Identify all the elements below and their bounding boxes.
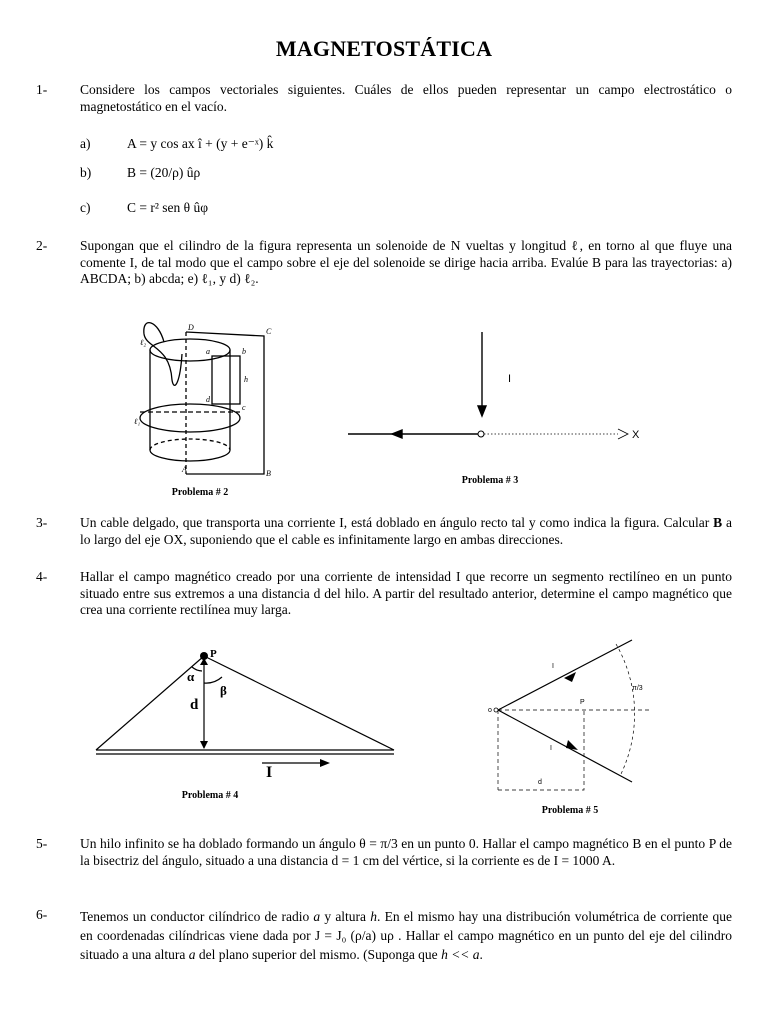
label-h: h [244, 375, 248, 384]
problem-1-option-b-formula: B = (20/ρ) ûρ [127, 165, 201, 180]
fig5-current-top-label: I [552, 663, 554, 670]
fig5-current-bottom-label: I [550, 745, 552, 752]
figure-segment [94, 645, 414, 790]
problem-5-text: Un hilo infinito se ha doblado formando un ángulo θ = π/3 en un punto 0. Hallar el campo magnético B en el punto P de la bisectriz del ángulo, situado a una distancia d = 1 cm del vértice, si la corriente es de I = 1000 A. [80, 836, 732, 868]
problem-5-number: 5- [36, 836, 48, 851]
fig3-axis-label: X [632, 429, 640, 441]
label-C: C [266, 327, 272, 336]
problem-6-text: Tenemos un conductor cilíndrico de radio a y altura h. En el mismo hay una distribución volumétrica de corriente que en coordenadas cilíndricas viene dada por J = J₀ (ρ/a) uρ . Hallar el campo magnético en un punto del eje del cilindro situado a una altura a del plano superior del mismo. (Suponga que h << a. [80, 909, 733, 962]
figure-2-caption: Problema # 2 [171, 487, 229, 498]
fig4-current-label: I [266, 764, 273, 781]
fig4-point-label: P [210, 648, 217, 660]
problem-2-number: 2- [36, 238, 48, 253]
problem-1-option-c-formula: C = r² sen θ ûφ [127, 200, 209, 215]
label-B: B [266, 469, 271, 478]
label-l1: ℓ₁ [134, 417, 141, 426]
label-D: D [188, 323, 194, 332]
problem-1-text: Considere los campos vectoriales siguientes. Cuáles de ellos pueden representar un campo electrostático o magnetostático en el vacío. [80, 82, 732, 114]
problem-2-text: Supongan que el cilindro de la figura representa un solenoide de N vueltas y longitud ℓ, en torno al que fluye una comente I, de tal modo que el campo sobre el eje del solenoide se dirige hacia arriba. Evalúe B para las trayectorias: a) ABCDA; b) abcda; e) ℓ₁, y d) ℓ₂. [80, 238, 732, 286]
fig5-origin-label: o [488, 707, 492, 714]
label-d: d [206, 395, 210, 404]
problem-4-number: 4- [36, 569, 48, 584]
current-density-formula: J = J₀ (ρ/a) uρ [314, 928, 394, 943]
figure-3-caption: Problema # 3 [461, 475, 519, 486]
solenoid-top-ellipse [150, 339, 230, 361]
label-A: A [182, 465, 187, 474]
fig5-angle-label: π/3 [632, 685, 643, 692]
problem-6-number: 6- [36, 907, 48, 922]
problem-1-option-a-label: a) [80, 136, 91, 151]
problem-4-text: Hallar el campo magnético creado por una corriente de intensidad I que recorre un segmento rectilíneo en un punto situado entre sus extremos a una distancia d del hilo. A partir del resultado anterior, determine el campo magnético que crea una corriente rectilínea muy larga. [80, 569, 732, 617]
problem-1-option-a-formula: A = y cos ax î + (y + e⁻ˣ) k̂ [127, 136, 274, 151]
problem-1-number: 1- [36, 82, 48, 97]
fig5-distance-label: d [538, 779, 542, 786]
fig4-alpha-label: α [187, 669, 195, 684]
figure-angle-wire [486, 632, 666, 802]
label-a: a [206, 347, 210, 356]
fig4-distance-label: d [190, 697, 199, 713]
label-b: b [242, 347, 246, 356]
figure-5-caption: Problema # 5 [541, 805, 599, 816]
problem-3-number: 3- [36, 515, 48, 530]
fig5-point-label: P [580, 699, 585, 706]
problem-1-option-b-label: b) [80, 165, 92, 180]
figure-solenoid [130, 312, 280, 482]
figure-4-caption: Problema # 4 [181, 790, 239, 801]
label-c: c [242, 403, 246, 412]
problem-1-option-c-label: c) [80, 200, 91, 215]
fig3-current-label: I [508, 373, 512, 385]
rect-abcd [212, 356, 240, 404]
loop-l1 [140, 404, 240, 432]
figure-bent-wire [340, 322, 660, 452]
fig4-beta-label: β [220, 683, 227, 698]
problem-3-text: Un cable delgado, que transporta una corriente I, está doblado en ángulo recto tal y como indica la figura. Calcular B a lo largo del eje OX, suponiendo que el cable es infinitamente largo en ambas direcciones. [80, 515, 732, 547]
page-title: MAGNETOSTÁTICA [275, 36, 493, 61]
label-l2: ℓ₂ [140, 338, 147, 347]
